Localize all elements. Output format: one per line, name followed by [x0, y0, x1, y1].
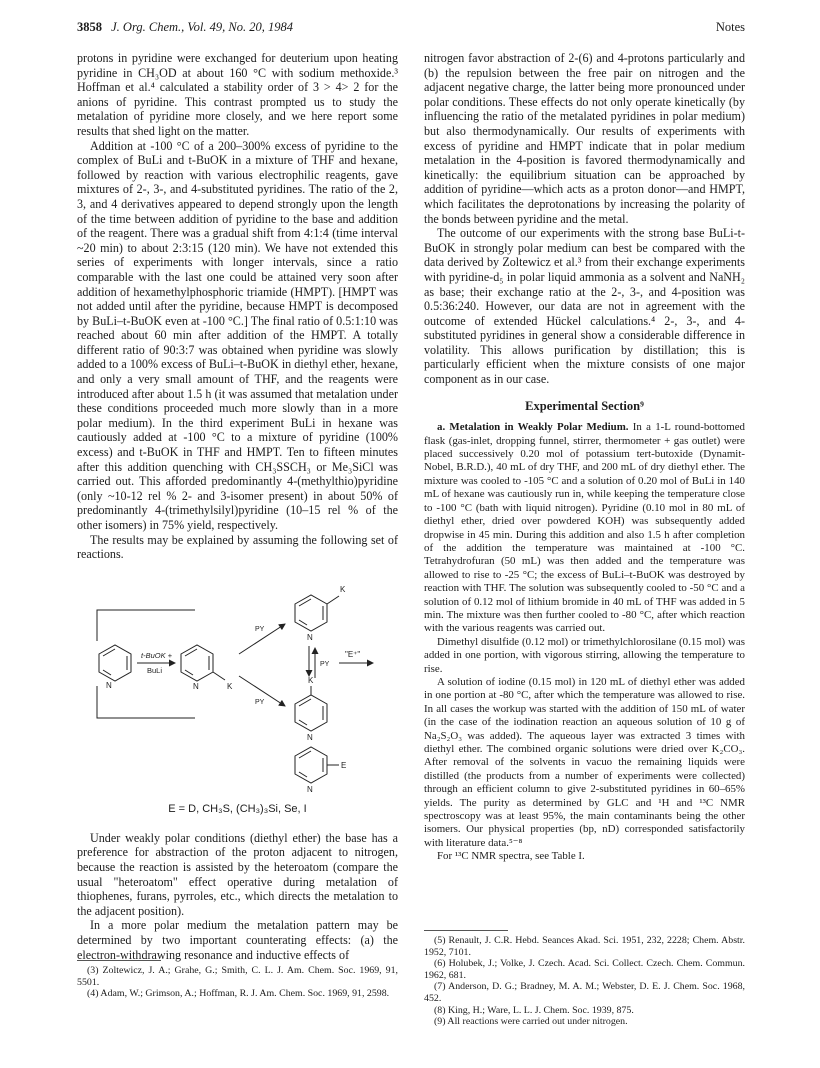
- footnote-divider: [77, 960, 161, 961]
- paragraph: Dimethyl disulfide (0.12 mol) or trimethylchlorosilane (0.15 mol) was added in one portion, with vigorous stirring, allowing the temperature to rise.: [424, 635, 745, 675]
- nitrogen-label: N: [307, 732, 313, 742]
- paragraph-text: In a 1-L round-bottomed flask (gas-inlet, dropping funnel, stirrer, thermometer + gas outlet) were placed successively 0.20 mol of potassium tert-butoxide (Dynamit-Nobel, B.R.D.), 40 mL of dry THF, and 200 mL of dry diethyl ether. The mixture was cooled to -105 °C and a solution of 0.20 mol of BuLi in 140 mL of hexane was cautiously run in, while keeping the temperature close to -100 °C (bath with liquid nitrogen). Pyridine (0.10 mol in 80 mL of diethyl ether, dried over powdered KOH) was subsequently added dropwise in 45 min. During this addition and also 1.5 h after completion of the addition the temperature was maintained at -100 °C. Tetrahydrofuran (50 mL) was then added and the temperature was allowed to rise to -25 °C; the excess of BuLi–t-BuOK was destroyed by reaction with THF. The solution was subsequently cooled to -50 °C and a solution of 0.12 mol of lithium bromide in 40 mL of THF was added in 5 min. The mixture was then further cooled to -80 °C, after which reaction with the various reagents was carried out.: [424, 421, 745, 635]
- potassium-label: K: [340, 584, 346, 594]
- nitrogen-label: N: [307, 784, 313, 794]
- reaction-scheme-drawing: [77, 566, 398, 798]
- reaction-scheme: [77, 566, 398, 831]
- pyridine-ring: [295, 686, 327, 731]
- scheme-legend: E = D, CH₃S, (CH₃)₃Si, Se, I: [168, 802, 307, 815]
- paragraph: protons in pyridine were exchanged for deuterium upon heating pyridine in CH₃OD at about 160 °C with sodium methoxide.³ Hoffman et al.⁴ calculated a stability order of 3 > 4> 2 for the anions of pyridine. This contrast prompted us to study the metalation of pyridine more closely, and we here report some results that shed light on the matter.: [77, 51, 398, 138]
- paragraph: [424, 421, 745, 636]
- right-column: [424, 51, 745, 864]
- pyridine-label: PY: [255, 625, 265, 633]
- footnote: (6) Holubek, J.; Volke, J. Czech. Acad. Sci. Collect. Czech. Chem. Commun. 1962, 681.: [424, 958, 745, 981]
- footnote: (8) King, H.; Ware, L. L. J. Chem. Soc. 1939, 875.: [434, 1004, 634, 1016]
- footnote: (4) Adam, W.; Grimson, A.; Hoffman, R. J. Am. Chem. Soc. 1969, 91, 2598.: [87, 988, 390, 1000]
- journal-citation: J. Org. Chem., Vol. 49, No. 20, 1984: [111, 20, 293, 34]
- nitrogen-label: N: [193, 681, 199, 691]
- run-in-heading: a. Metalation in Weakly Polar Medium.: [437, 421, 629, 434]
- potassium-label: K: [227, 681, 233, 691]
- section-heading: Experimental Section⁹: [525, 398, 644, 413]
- footnote-divider: [424, 930, 508, 931]
- pyridine-label: PY: [320, 660, 330, 668]
- paragraph: The outcome of our experiments with the strong base BuLi-t-BuOK in strongly polar medium can best be compared with the data derived by Zoltewicz et al.³ from their exchange experiments with pyridine-d₅ in polar liquid ammonia as a solvent and NaNH₂ as base; their exchange ratio at the 2-, 3-, and 4-position was 0.5:36:240. However, our data are not in agreement with the outcome of extended Hückel calculations.⁴ 2-, 3-, and 4-substituted pyridines in general show a considerable difference in volatility. This allows purification by distillation; this is particularly efficient when the mixture consists of one major component as in our case.: [424, 226, 745, 387]
- pathway-line: [97, 686, 195, 718]
- paragraph: Under weakly polar conditions (diethyl ether) the base has a preference for abstraction of the proton adjacent to nitrogen, because the reaction is assisted by the heteroatom (compare the usual "heteroatom" effect operative during metalation of thiophenes, furans, pyrroles, etc., which directs the metalation to the adjacent position).: [77, 830, 398, 918]
- footnote: (3) Zoltewicz, J. A.; Grahe, G.; Smith, C. L. J. Am. Chem. Soc. 1969, 91, 5501.: [77, 965, 398, 988]
- pyridine-label: PY: [255, 698, 265, 706]
- footnote: (9) All reactions were carried out under nitrogen.: [434, 1016, 628, 1028]
- nitrogen-label: N: [106, 680, 112, 690]
- pyridine-ring: [295, 747, 339, 783]
- footnote: (5) Renault, J. C.R. Hebd. Seances Akad. Sci. 1951, 232, 2228; Chem. Abstr. 1952, 7101.: [424, 935, 745, 958]
- footnote: (7) Anderson, D. G.; Bradney, M. A. M.; Webster, D. E. J. Chem. Soc. 1968, 452.: [424, 981, 745, 1004]
- paragraph: nitrogen favor abstraction of 2-(6) and 4-protons particularly and (b) the repulsion between the free pair on nitrogen and the adjacent negative charge, the latter being more pronounced under polar conditions. These effects do not only operate kinetically (by influencing the ratio of the metalated pyridines in polar medium) but also thermodynamically. Our results of experiments with excess of pyridine and HMPT indicate that in polar medium metalation in the 4-position is favored thermodynamically and kinetically: the equilibrium situation can be approached by addition of pyridine—which acts as a proton donor—and HMPT, which facilitates the deprotonations by increasing the polarity of the bonds between pyridine and the metal.: [424, 51, 745, 226]
- reagent-label: BuLi: [147, 665, 163, 675]
- paragraph: In a more polar medium the metalation pattern may be determined by two important counterating effects: (a) the electron-withdrawing resonance and inductive effects of: [77, 918, 398, 962]
- paragraph: A solution of iodine (0.15 mol) in 120 mL of diethyl ether was added in one portion at -80 °C, after which the temperature was allowed to rise. In all cases the workup was started with the addition of 150 mL of water (in the case of the iodination reaction an aqueous solution of 10 g of Na₂S₂O₃ was added). The aqueous layer was extracted 3 times with diethyl ether. The combined organic solutions were dried over K₂CO₃. After removal of the solvents in vacuo the remaining liquids were distilled (the products from a number of experiments were collected) through an efficient column to give 2-substituted pyridines in 60–65% yields. The purity as determined by GLC and ¹H and ¹³C NMR spectroscopy was at least 95%, the main contaminants being the other isomers. Our physical properties (bp, nD) corresponded satisfactorily with literature data.⁵⁻⁸: [424, 675, 745, 849]
- substituent-label: E: [341, 760, 347, 770]
- section-label: Notes: [715, 20, 745, 34]
- nitrogen-label: N: [307, 632, 313, 642]
- footnotes-left: [77, 960, 398, 1000]
- paragraph: For ¹³C NMR spectra, see Table I.: [437, 850, 585, 863]
- pyridine-ring: [295, 595, 339, 631]
- footnotes-right: [424, 930, 745, 1028]
- experimental-section: [424, 421, 745, 863]
- pathway-line: [97, 610, 195, 641]
- page-header: [77, 18, 745, 36]
- pyridine-ring: [181, 645, 225, 681]
- pyridine-ring: [99, 645, 131, 681]
- electrophile-label: "E⁺": [345, 649, 361, 659]
- paragraph: Addition at -100 °C of a 200–300% excess of pyridine to the complex of BuLi and t-BuOK in a mixture of THF and hexane, followed by reaction with various electrophilic reagents, gave mixtures of 2-, 3-, and 4-substituted pyridines. The ratio of the 2, 3, and 4 derivatives appeared to depend strongly upon the length of the time between addition of pyridine to the base and addition of the reagent. There was a gradual shift from 4:1:4 (time interval ~20 min) to about 2:3:15 (120 min). We have not extended this series of experiments with longer intervals, since a ratio comparable with the last one could be attained very soon after addition of hexamethylphosphoric triamide (HMPT). [HMPT was not added until after the pyridine, because HMPT is decomposed by BuLi–t-BuOK even at -100 °C.] The final ratio of 0.5:1:10 was reached about 60 min after addition of the HMPT. A totally different ratio of 90:3:7 was obtained when pyridine was slowly added to a 100% excess of BuLi–t-BuOK in diethyl ether, hexane, and only a very small amount of THF, and the reagents were introduced after about 1.5 h (it was assumed that metalation under these conditions proceeded much more slowly than in a more polar medium). In the third experiment BuLi in hexane was cautiously added at -100 °C to a mixture of pyridine (100% excess) and t-BuOK in THF and HMPT. Ten to fifteen minutes after this addition quenching with CH₃SSCH₃ or Me₃SiCl was carried out. This afforded predominantly 4-(methylthio)pyridine (only ~10-12 rel % 2- and 3-isomer present) in about 50% of predominantly 4-(trimethylsilyl)pyridine (10–15 rel % of the other isomers) in 75% yield, respectively.: [77, 138, 398, 532]
- potassium-label: K: [308, 675, 314, 685]
- page-number: 3858: [77, 20, 102, 34]
- reagent-label: t-BuOK +: [141, 650, 173, 660]
- left-column: [77, 51, 398, 962]
- paragraph: The results may be explained by assuming the following set of reactions.: [77, 532, 398, 562]
